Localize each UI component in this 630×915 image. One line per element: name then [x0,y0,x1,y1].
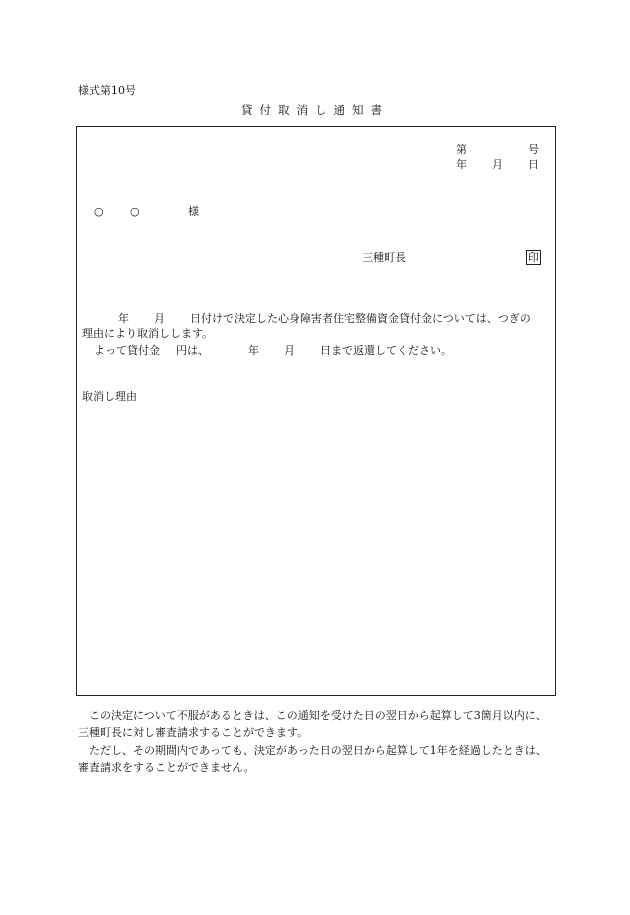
body-line1-text: 日付けで決定した心身障害者住宅整備資金貸付金については、つぎの [190,312,531,325]
ref-number-go: 号 [528,143,539,156]
seal-label: 印 [528,251,539,264]
form-number: 様式第10号 [78,84,136,97]
repay-prefix: よって貸付金 [94,344,160,357]
document-title: 貸付取消し通知書 [241,103,389,117]
date-day: 日 [528,158,539,171]
reason-label: 取消し理由 [82,390,137,403]
body-line2: 理由により取消しします。 [82,327,214,340]
date-year: 年 [456,158,467,171]
body-month: 月 [154,312,165,325]
sender-title: 三種町長 [362,251,406,264]
repay-year: 年 [248,344,259,357]
repay-yen: 円は、 [176,344,209,357]
body-year: 年 [118,312,129,325]
recipient-placeholder-1: ○ [94,205,104,218]
date-month: 月 [492,158,503,171]
seal-mark [526,250,541,265]
recipient-placeholder-2: ○ [130,205,140,218]
notice-frame [76,126,556,696]
appeal-notice: この決定について不服があるときは、この通知を受けた日の翌日から起算して3箇月以内に、三種町長に対し審査請求することができます。 [78,709,547,739]
repay-month: 月 [284,344,295,357]
repay-suffix: 日まで返還してください。 [320,344,452,357]
appeal-limit-notice: ただし、その期間内であっても、決定があった日の翌日から起算して1年を経過したときは、審査請求をすることができません。 [78,744,547,774]
ref-number-dai: 第 [456,143,467,156]
recipient-honorific: 様 [188,205,199,218]
